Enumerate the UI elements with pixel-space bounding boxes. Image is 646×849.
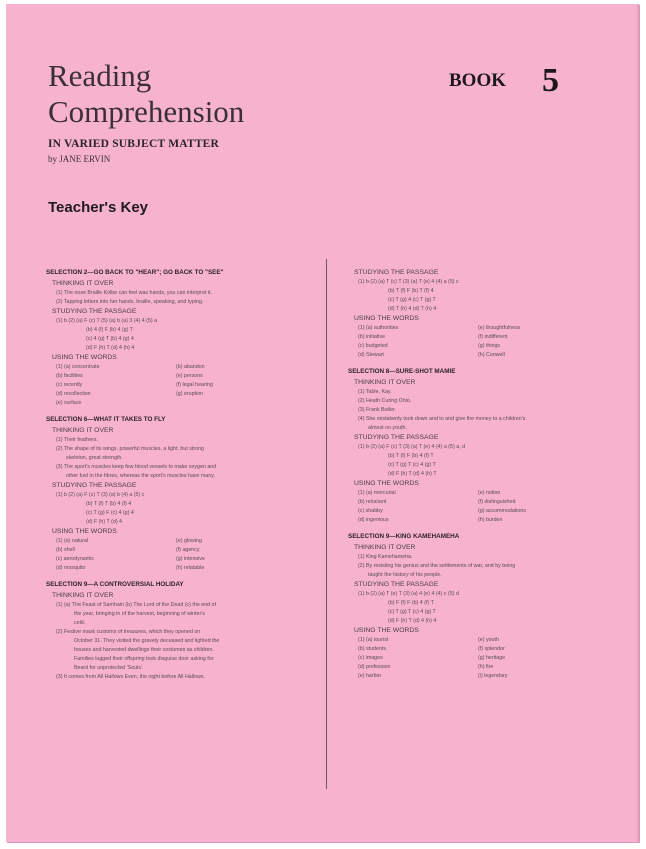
word-item: (g) accommodations — [478, 508, 526, 514]
thinking-heading: THINKING IT OVER — [354, 544, 416, 551]
word-item: (h) Conwell — [478, 352, 505, 358]
answer-line: (b) T (f) T (b) 4 (f) 4 — [86, 501, 132, 507]
studying-heading: STUDYING THE PASSAGE — [52, 482, 137, 489]
studying-heading: STUDYING THE PASSAGE — [354, 434, 439, 441]
word-item: (e) notion — [478, 490, 501, 496]
studying-heading: STUDYING THE PASSAGE — [354, 269, 439, 276]
word-item: (c) recently — [56, 382, 83, 388]
answer-line: (c) T (g) T (c) 4 (g) T — [388, 462, 436, 468]
word-item: (b) facilities — [56, 373, 83, 379]
using-heading: USING THE WORDS — [354, 627, 419, 634]
answer-line: (4) She mistakenly took down and to and give the money to a children's — [358, 416, 526, 422]
answer-line: (b) T (f) F (b) T (f) 4 — [388, 288, 434, 294]
answer-line: (2) Heath Curing Ohio. — [358, 398, 412, 404]
word-item: (g) eruption — [176, 391, 204, 397]
word-item: (g) heritage — [478, 655, 506, 661]
word-item: (b) reluctant — [358, 499, 387, 505]
book-label: BOOK — [449, 70, 507, 91]
word-grid — [56, 538, 314, 574]
answer-line: (3) Frank Butler. — [358, 407, 396, 413]
thinking-heading: THINKING IT OVER — [354, 379, 416, 386]
answer-line: cold. — [74, 620, 86, 626]
answer-line: (b) F (f) F (b) 4 (f) T — [388, 600, 434, 606]
studying-heading: STUDYING THE PASSAGE — [354, 581, 439, 588]
answer-line: (d) F (h) T (d) 4 (h) 4 — [388, 618, 437, 624]
word-item: (e) youth — [478, 637, 499, 643]
word-item: (i) legendary — [478, 673, 508, 679]
selection-heading: SELECTION 6—WHAT IT TAKES TO FLY — [46, 416, 166, 423]
selection-heading: SELECTION 9—A CONTROVERSIAL HOLIDAY — [46, 581, 184, 588]
answer-line: (1) Their feathers. — [56, 437, 99, 443]
answer-line: (b) 4 (f) F (b) 4 (g) T — [86, 327, 133, 333]
author: by JANE ERVIN — [48, 154, 111, 164]
answer-line: (c) 4 (g) T (b) 4 (g) 4 — [86, 336, 134, 342]
word-item: (f) indifferent — [478, 334, 508, 340]
studying-heading: STUDYING THE PASSAGE — [52, 308, 137, 315]
answer-line: (b) T (f) F (b) 4 (f) T — [388, 453, 434, 459]
thinking-heading: THINKING IT OVER — [52, 280, 114, 287]
word-item: (c) aerodynamic — [56, 556, 94, 562]
left-column — [46, 269, 314, 683]
answer-line: (2) Tapping letters into her hands, braille, speaking, and typing. — [56, 299, 204, 305]
word-item: (1) (a) tourist — [358, 637, 389, 643]
word-item: (f) distinguished — [478, 499, 516, 505]
answer-line: (d) T (h) 4 (d) T (h) 4 — [388, 306, 437, 312]
answer-line: (1) b (2) (a) T (e) T (3) (a) 4 (e) 4 (4) c (5) d — [358, 591, 459, 597]
word-item: (c) budgeted — [358, 343, 388, 349]
answer-line: Families lugged their offspring took disguise door asking for — [74, 656, 214, 662]
answer-line: taught the history of his people. — [368, 572, 442, 578]
answer-line: (2) By resisting his genius and the settlements of war, and by being — [358, 563, 516, 569]
answer-line: (3) The sport's muscles keep few blood vessels to make oxygen and — [56, 464, 217, 470]
answer-line: (1) The nose Braille Kolbe can feel was hands, you can interpret it. — [56, 290, 212, 296]
word-grid — [56, 364, 314, 409]
using-heading: USING THE WORDS — [52, 354, 117, 361]
answer-line: (1) Table, Kay. — [358, 389, 392, 395]
right-column — [348, 269, 616, 682]
answer-line: (d) F (h) T (d) 4 — [86, 519, 123, 525]
word-item: (f) legal hearing — [176, 382, 213, 388]
answer-line: October 31. They visited the gravely deceased and lighted the — [74, 638, 220, 644]
column-divider — [326, 259, 327, 789]
word-item: (b) initiative — [358, 334, 386, 340]
answer-line: the year, bringing in of the harvest, beginning of winter's — [74, 611, 205, 617]
subtitle: IN VARIED SUBJECT MATTER — [48, 138, 220, 150]
using-heading: USING THE WORDS — [52, 528, 117, 535]
word-item: (1) (a) mercurial — [358, 490, 396, 496]
word-item: (e) surface — [56, 400, 82, 406]
answer-line: (1) b (2) (a) T (c) T (3) (a) T (e) 4 (4) a (5) c — [358, 279, 459, 285]
teachers-key-heading: Teacher's Key — [48, 199, 149, 216]
word-item: (h) relatable — [176, 565, 205, 571]
answer-line: houses and harvested dwellings their costumes as children. — [74, 647, 214, 653]
answer-line: Beard for unprotected 'Souls'. — [74, 665, 144, 671]
book-number: 5 — [542, 62, 559, 99]
answer-line: almost no youth. — [368, 425, 407, 431]
answer-line: (d) F (h) T (d) 4 (h) 4 — [86, 345, 135, 351]
thinking-heading: THINKING IT OVER — [52, 592, 114, 599]
answer-line: (1) King Kamehameha. — [358, 554, 413, 560]
word-item: (e) thoughtfulness — [478, 325, 521, 331]
answer-line: (c) T (g) T (c) 4 (g) T — [388, 609, 436, 615]
selection-heading: SELECTION 2—GO BACK TO "HEAR"; GO BACK TO "SEE" — [46, 269, 224, 276]
answer-line: (1) (a) The Feast of Samhain (b) The Lord of the Dead (c) the end of — [56, 602, 216, 608]
word-item: (e) harbor — [358, 673, 382, 679]
answer-line: (3) It comes from All Hallows Even, the night before All Hallows. — [56, 674, 205, 680]
word-grid — [358, 490, 616, 526]
word-item: (d) profession — [358, 664, 391, 670]
word-item: (b) shell — [56, 547, 75, 553]
word-grid — [358, 325, 616, 361]
answer-line: (1) b (2) (a) F (c) T (5) (a) b (a) 3 (4) 4 (5) a — [56, 318, 158, 324]
word-item: (d) mosquito — [56, 565, 86, 571]
word-item: (g) things — [478, 343, 501, 349]
answer-key-page — [6, 4, 639, 842]
word-item: (d) Stewart — [358, 352, 384, 358]
answer-line: (d) F (h) T (d) 4 (h) T — [388, 471, 437, 477]
word-item: (e) glowing — [176, 538, 202, 544]
answer-line: (1) b (2) (a) F (c) T (3) (a) b (4) a (5) c — [56, 492, 145, 498]
word-item: (c) shabby — [358, 508, 383, 514]
word-item: (h) fire — [478, 664, 494, 670]
answer-line: other fuel in the fibres, whereas the sport's muscles have many. — [66, 473, 216, 479]
answer-line: (c) T (g) F (c) 4 (g) 4 — [86, 510, 134, 516]
word-item: (b) students — [358, 646, 386, 652]
thinking-heading: THINKING IT OVER — [52, 427, 114, 434]
answer-line: (2) Festive mask customs of treasures, which they opened on — [56, 629, 201, 635]
word-item: (f) splendor — [478, 646, 505, 652]
title-line-1: Reading — [48, 58, 152, 93]
selection-heading: SELECTION 9—KING KAMEHAMEHA — [348, 533, 460, 540]
word-item: (c) images — [358, 655, 383, 661]
word-item: (d) recollection — [56, 391, 91, 397]
using-heading: USING THE WORDS — [354, 480, 419, 487]
word-item: (g) intensive — [176, 556, 205, 562]
selection-heading: SELECTION 8—SURE-SHOT MAMIE — [348, 368, 456, 375]
answer-line: (2) The shape of its wings, powerful muscles, a light, but strong — [56, 446, 204, 452]
word-item: (e) persons — [176, 373, 203, 379]
word-item: (f) agency — [176, 547, 200, 553]
word-item: (1) (a) concentrate — [56, 364, 100, 370]
answer-line: (c) T (g) 4 (c) T (g) T — [388, 297, 436, 303]
word-item: (d) ingenious — [358, 517, 389, 523]
word-grid — [358, 637, 616, 682]
title-line-2: Comprehension — [48, 94, 245, 129]
answer-line: skeleton, great strength. — [66, 455, 123, 461]
answer-line: (1) b (2) (a) F (c) T (3) (a) T (e) 4 (4) a (5) a, d — [358, 444, 466, 450]
word-item: (h) burden — [478, 517, 503, 523]
word-item: (1) (a) natural — [56, 538, 89, 544]
word-item: (b) abandon — [176, 364, 205, 370]
using-heading: USING THE WORDS — [354, 315, 419, 322]
word-item: (1) (a) authorities — [358, 325, 399, 331]
